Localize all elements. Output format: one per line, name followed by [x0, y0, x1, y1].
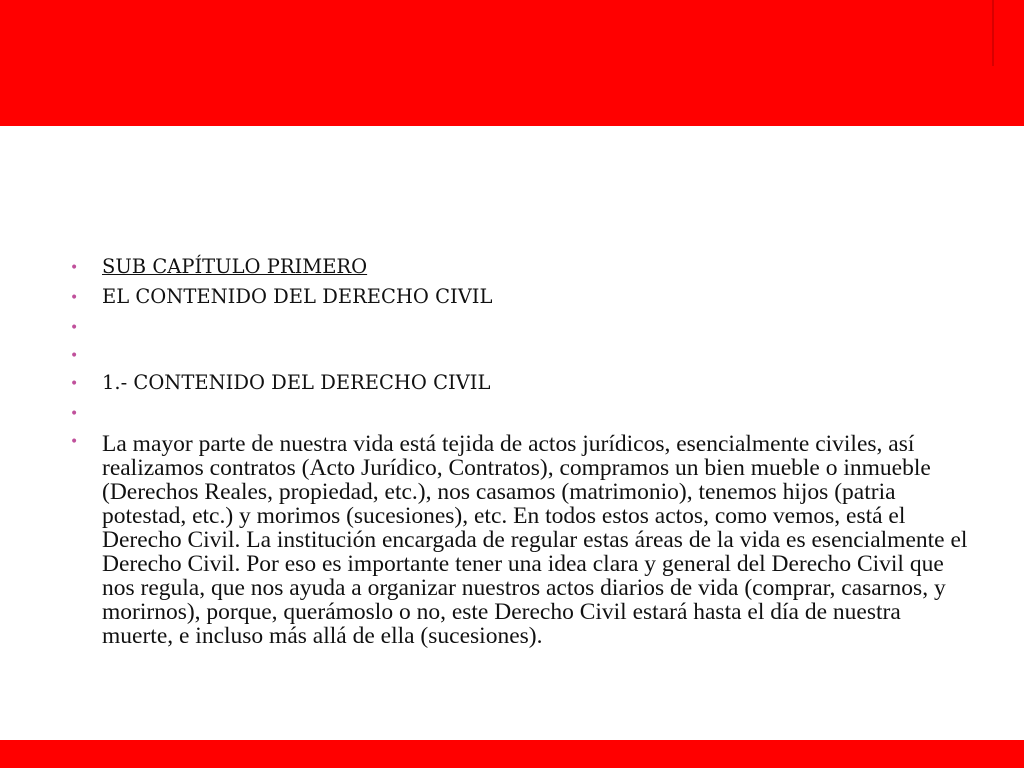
bullet-dot-icon: • — [70, 320, 79, 336]
subchapter-title: SUB CAPÍTULO PRIMERO — [102, 255, 368, 278]
bullet-item-empty — [70, 314, 970, 342]
numbered-heading: 1.- CONTENIDO DEL DERECHO CIVIL — [102, 371, 491, 394]
bullet-list — [70, 254, 970, 648]
bullet-dot-icon: • — [70, 260, 79, 276]
bullet-item — [70, 254, 970, 284]
bullet-dot-icon: • — [70, 434, 79, 450]
bullet-item-empty — [70, 342, 970, 370]
bottom-red-band — [0, 740, 1024, 768]
bullet-item — [70, 428, 970, 648]
bullet-dot-icon: • — [70, 290, 79, 306]
top-band-divider — [992, 0, 994, 66]
top-red-band — [0, 0, 1024, 126]
section-title: EL CONTENIDO DEL DERECHO CIVIL — [102, 285, 493, 308]
bullet-dot-icon: • — [70, 376, 79, 392]
bullet-item — [70, 284, 970, 314]
bullet-item — [70, 370, 970, 400]
bullet-dot-icon: • — [70, 406, 79, 422]
body-paragraph: La mayor parte de nuestra vida está tejida de actos jurídicos, esencialmente civiles, así realizamos contratos (Acto Jurídico, Contratos), compramos un bien mueble o inmueble (Derechos Reales, propiedad, etc.), nos casamos (matrimonio), tenemos hijos (patria potestad, etc.) y morimos (sucesiones), etc. En todos estos actos, como vemos, está el Derecho Civil. La institución encargada de regular estas áreas de la vida es esencialmente el Derecho Civil. Por eso es importante tener una idea clara y general del Derecho Civil que nos regula, que nos ayuda a organizar nuestros actos diarios de vida (comprar, casarnos, y morirnos), porque, querámoslo o no, este Derecho Civil estará hasta el día de nuestra muerte, e incluso más allá de ella (sucesiones). — [102, 431, 968, 649]
bullet-item-empty — [70, 400, 970, 428]
bullet-dot-icon: • — [70, 348, 79, 364]
